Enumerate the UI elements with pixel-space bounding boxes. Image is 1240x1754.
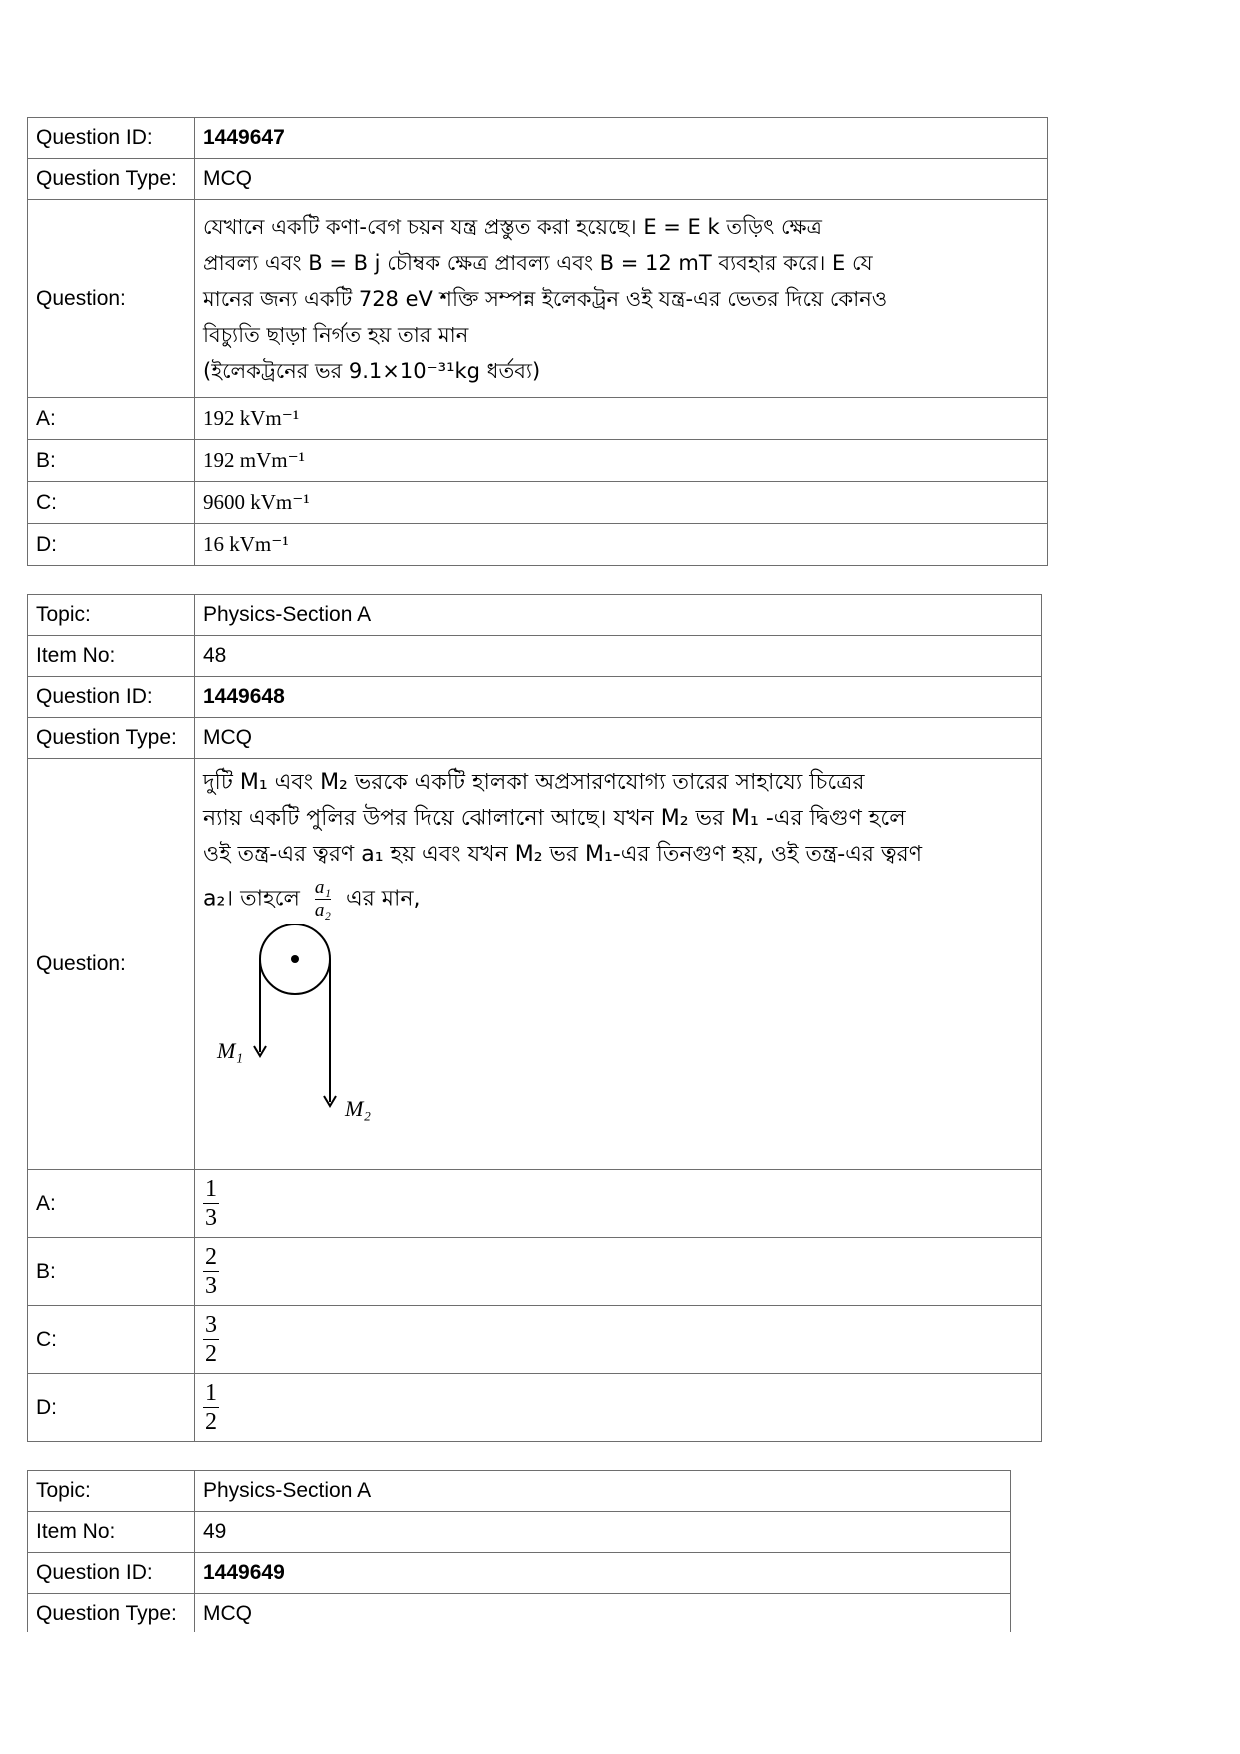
- fraction-denominator: 2: [205, 1341, 217, 1367]
- question-type-label: Question Type:: [28, 159, 195, 200]
- option-c: 9600 kVm⁻¹: [195, 482, 1048, 524]
- fraction-numerator: a₁: [314, 877, 331, 898]
- fraction-numerator: 1: [205, 1176, 217, 1202]
- mass-m1-label: M₁: [217, 1038, 243, 1063]
- question-table-1449647: [27, 117, 1048, 566]
- question-suffix: এর মান,: [345, 886, 421, 912]
- topic: Physics-Section A: [195, 1471, 1011, 1512]
- option-d-fraction: [203, 1379, 219, 1436]
- option-c-fraction: [203, 1311, 219, 1368]
- question-id: 1449647: [195, 118, 1048, 159]
- question-label: Question:: [28, 200, 195, 398]
- option-a: 192 kVm⁻¹: [195, 398, 1048, 440]
- option-label: A:: [28, 1170, 195, 1238]
- ratio-fraction: [315, 877, 331, 922]
- option-c: [195, 1306, 1042, 1374]
- item-no-label: Item No:: [28, 636, 195, 677]
- question-table-1449648: [27, 594, 1042, 1442]
- topic: Physics-Section A: [195, 595, 1042, 636]
- question-line-last: [203, 877, 1033, 922]
- fraction-denominator: 3: [205, 1205, 217, 1231]
- topic-label: Topic:: [28, 595, 195, 636]
- question-id-label: Question ID:: [28, 1553, 195, 1594]
- pulley-axle: [291, 955, 299, 963]
- question-type-label: Question Type:: [28, 718, 195, 759]
- pulley-diagram: [203, 924, 423, 1154]
- option-label: D:: [28, 524, 195, 566]
- item-no: 49: [195, 1512, 1011, 1553]
- question-id: 1449649: [195, 1553, 1011, 1594]
- question-line: ন্যায় একটি পুলির উপর দিয়ে ঝোলানো আছে। যখন M₂ ভর M₁ -এর দ্বিগুণ হলে: [203, 806, 906, 831]
- option-d: [195, 1374, 1042, 1442]
- question-table-1449649-clip: [0, 1470, 1240, 1632]
- option-label: B:: [28, 1238, 195, 1306]
- question-line: (ইলেকট্রনের ভর 9.1×10⁻³¹kg ধর্তব্য): [203, 358, 541, 383]
- fraction-denominator: a₂: [314, 900, 331, 921]
- question-line: যেখানে একটি কণা-বেগ চয়ন যন্ত্র প্রস্তুত করা হয়েছে। E = E k তড়িৎ ক্ষেত্র: [203, 214, 822, 239]
- option-b: 192 mVm⁻¹: [195, 440, 1048, 482]
- question-type-label: Question Type:: [28, 1594, 195, 1633]
- option-d: 16 kVm⁻¹: [195, 524, 1048, 566]
- fraction-numerator: 1: [205, 1380, 217, 1406]
- question-line: ওই তন্ত্র-এর ত্বরণ a₁ হয় এবং যখন M₂ ভর M₁-এর তিনগুণ হয়, ওই তন্ত্র-এর ত্বরণ: [203, 842, 923, 867]
- topic-label: Topic:: [28, 1471, 195, 1512]
- question-prefix: a₂। তাহলে: [203, 886, 300, 912]
- mass-m2-label: M₂: [345, 1096, 371, 1121]
- option-a: [195, 1170, 1042, 1238]
- fraction-numerator: 2: [205, 1244, 217, 1270]
- question-line: দুটি M₁ এবং M₂ ভরকে একটি হালকা অপ্রসারণযোগ্য তারের সাহায্যে চিত্রের: [203, 770, 865, 795]
- question-line: বিচ্যুতি ছাড়া নির্গত হয় তার মান: [203, 322, 469, 347]
- option-b-fraction: [203, 1243, 219, 1300]
- option-label: B:: [28, 440, 195, 482]
- fraction-numerator: 3: [205, 1312, 217, 1338]
- option-a-fraction: [203, 1175, 219, 1232]
- fraction-denominator: 2: [205, 1409, 217, 1435]
- question-table-1449649: [27, 1470, 1011, 1632]
- question-text: [195, 759, 1042, 1170]
- question-id-label: Question ID:: [28, 677, 195, 718]
- option-label: A:: [28, 398, 195, 440]
- question-id-label: Question ID:: [28, 118, 195, 159]
- fraction-denominator: 3: [205, 1273, 217, 1299]
- question-type: MCQ: [195, 1594, 1011, 1633]
- option-b: [195, 1238, 1042, 1306]
- item-no: 48: [195, 636, 1042, 677]
- question-label: Question:: [28, 759, 195, 1170]
- option-label: C:: [28, 1306, 195, 1374]
- question-type: MCQ: [195, 718, 1042, 759]
- item-no-label: Item No:: [28, 1512, 195, 1553]
- question-text: [195, 200, 1048, 398]
- question-id: 1449648: [195, 677, 1042, 718]
- option-label: C:: [28, 482, 195, 524]
- question-line: প্রাবল্য এবং B = B j চৌম্বক ক্ষেত্র প্রাবল্য এবং B = 12 mT ব্যবহার করে। E যে: [203, 250, 873, 275]
- question-type: MCQ: [195, 159, 1048, 200]
- option-label: D:: [28, 1374, 195, 1442]
- question-line: মানের জন্য একটি 728 eV শক্তি সম্পন্ন ইলেকট্রন ওই যন্ত্র-এর ভেতর দিয়ে কোনও: [203, 286, 888, 311]
